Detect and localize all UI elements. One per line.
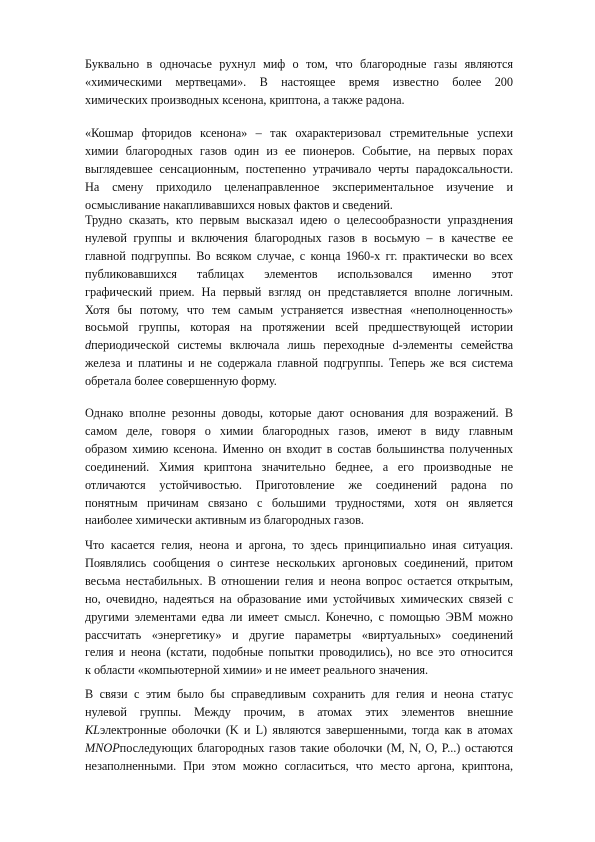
text-line: dпериодической системы включала лишь переходные d-элементы семейства (85, 338, 513, 353)
text-line: KLэлектронные оболочки (K и L) являются завершенными, тогда как в атомах (85, 722, 513, 737)
text-line: графический прием. На первый взгляд он представляется вполне логичным. (85, 284, 513, 299)
text-line: Трудно сказать, кто первым высказал идею о целесообразности упразднения (85, 213, 513, 227)
symbol-italic: L (93, 722, 100, 737)
text-line: нулевой группы и включения благородных газов в восьмую – в качестве ее (85, 230, 513, 245)
text-line: обретала более совершенную форму. (85, 374, 277, 389)
text-line: незаполненными. При этом можно согласиться, что место аргона, криптона, (85, 758, 513, 773)
text-line: соединений. Химия криптона значительно беднее, а его производные не (85, 459, 513, 474)
paragraph-5 (85, 537, 513, 680)
text-line: Что касается гелия, неона и аргона, то здесь принципиально иная ситуация. (85, 538, 513, 552)
symbol-italic: M (85, 740, 96, 755)
text-line: рассчитать «энергетику» и другие параметры «виртуальных» соединений (85, 627, 513, 642)
text-line: химии благородных газов один из ее пионеров. Событие, на первых порах (85, 143, 513, 158)
paragraph-2 (85, 125, 513, 215)
paragraph-1 (85, 56, 513, 110)
text-line: Буквально в одночасье рухнул миф о том, что благородные газы являются (85, 57, 513, 71)
text-line: Однако вполне резонны доводы, которые дают основания для возражений. В (85, 406, 513, 420)
text-line: На смену приходило целенаправленное экспериментальное изучение и (85, 179, 513, 194)
text-line: «Кошмар фторидов ксенона» – так охарактеризовал стремительные успехи (85, 126, 513, 140)
text-line: но, очевидно, надеяться на образование ими устойчивых химических связей с (85, 591, 513, 606)
paragraph-3 (85, 212, 513, 391)
text-line: наиболее химически активным из благородных газов. (85, 513, 364, 528)
text-line: публиковавшихся таблицах элементов использовался именно этот (85, 266, 513, 281)
text-line: отличаются устойчивостью. Приготовление же соединений радона по (85, 477, 513, 492)
text-line: другими элементами едва ли имеет смысл. Конечно, с помощью ЭВМ можно (85, 609, 513, 624)
symbol-italic: K (85, 722, 94, 737)
text-line: главной подгруппы. Во всяком случае, с конца 1960-х гг. практически во всех (85, 248, 513, 263)
paragraph-4 (85, 405, 513, 530)
symbol-italic: N (95, 740, 104, 755)
text-line: образом химию ксенона. Именно он входит в состав большинства полученных (85, 441, 513, 456)
text-line: осмысливание накапливавшихся новых фактов и сведений. (85, 197, 393, 212)
text-line: выглядевшее сенсационным, постепенно утрачивало черты парадоксальности. (85, 161, 513, 176)
text-line: железа и платины и не содержала главной подгруппы. Теперь же вся система (85, 356, 513, 371)
text-line: «химическими мертвецами». В настоящее время известно более 200 (85, 74, 513, 89)
text-line: Появлялись сообщения о синтезе нескольких аргоновых соединений, притом (85, 555, 513, 570)
symbol-italic: d (85, 338, 92, 353)
text-line: весьма нестабильных. В отношении гелия и неона вопрос остается открытым, (85, 573, 513, 588)
text-line: восьмой группы, которая на протяжении всей предшествующей истории (85, 320, 513, 335)
text-line: самом деле, говоря о химии благородных газов, имеют в виду главным (85, 423, 513, 438)
text-line: Хотя бы потому, что тем самым устраняется известная «неполноценность» (85, 302, 513, 317)
text-line: В связи с этим было бы справедливым сохранить для гелия и неона статус (85, 687, 513, 701)
text-line: к области «компьютерной химии» и не имеет реального значения. (85, 663, 429, 678)
symbol-italic: P (112, 740, 120, 755)
text-line: гелия и неона (кстати, подобные попытки проводились), но все это относится (85, 645, 513, 660)
text-line: понятным причинам связано с большими трудностями, хотя он является (85, 495, 513, 510)
symbol-italic: O (103, 740, 113, 755)
text-line: нулевой группы. Между прочим, в атомах этих элементов внешние (85, 704, 513, 719)
paragraph-6 (85, 686, 513, 776)
text-line: MNOPпоследующих благородных газов такие оболочки (M, N, O, P...) остаются (85, 740, 513, 755)
text-line: химических производных ксенона, криптона, а также радона. (85, 92, 405, 107)
